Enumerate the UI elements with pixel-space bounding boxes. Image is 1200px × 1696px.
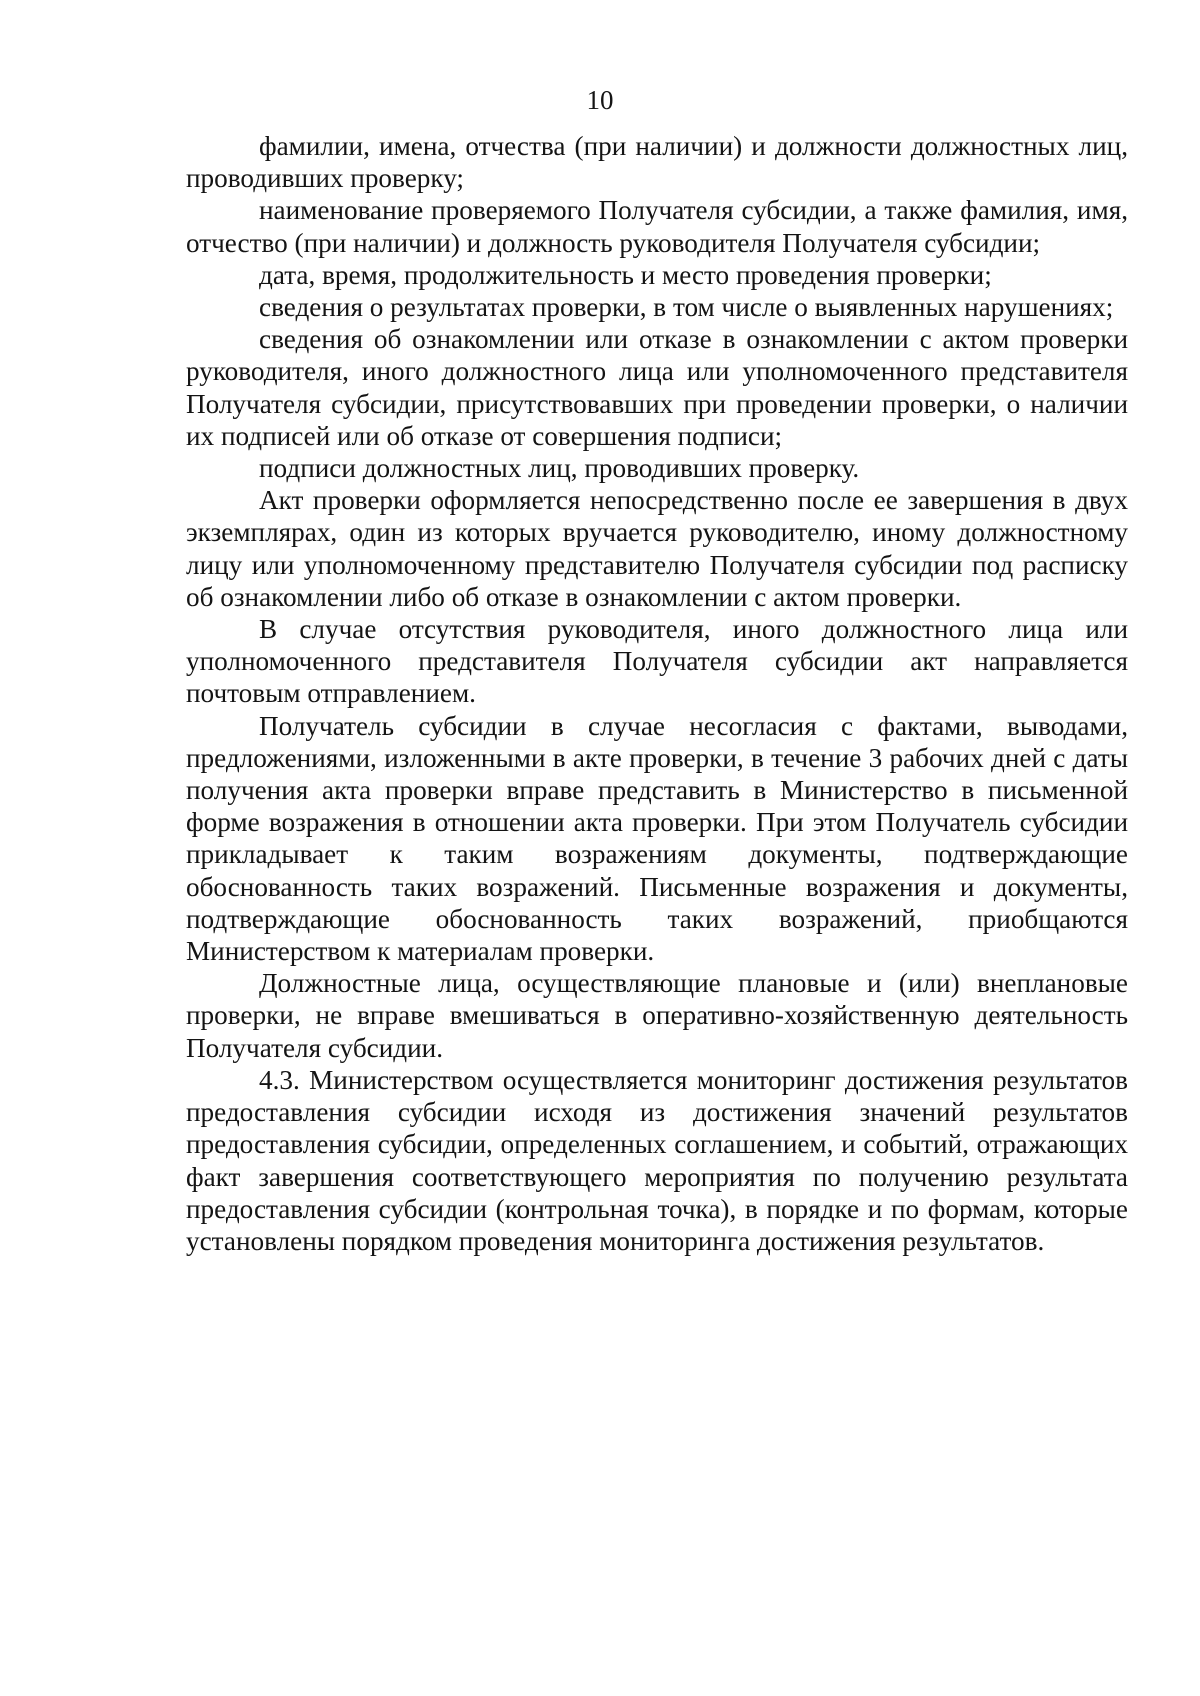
paragraph: Получатель субсидии в случае несогласия с фактами, выводами, предложениями, изложенными в акте проверки, в течение 3 рабочих дней с даты получения акта проверки вправе представить в Министерство в письменной форме возражения в отношении акта проверки. При этом Получатель субсидии прикладывает к таким возражениям документы, подтверждающие обоснованность таких возражений. Письменные возражения и документы, подтверждающие обоснованность таких возражений, приобщаются Министерством к материалам проверки. (186, 710, 1128, 967)
paragraph: Акт проверки оформляется непосредственно после ее завершения в двух экземплярах, один из которых вручается руководителю, иному должностному лицу или уполномоченному представителю Получателя субсидии под расписку об ознакомлении либо об отказе в ознакомлении с актом проверки. (186, 485, 1128, 612)
document-body (186, 130, 1128, 1257)
paragraph: 4.3. Министерством осуществляется мониторинг достижения результатов предоставления субсидии исходя из достижения значений результатов предоставления субсидии, определенных соглашением, и событий, отражающих факт завершения соответствующего мероприятия по получению результата предоставления субсидии (контрольная точка), в порядке и по формам, которые установлены порядком проведения мониторинга достижения результатов. (186, 1064, 1128, 1256)
paragraph: дата, время, продолжительность и место проведения проверки; (259, 259, 992, 290)
paragraph: Должностные лица, осуществляющие плановые и (или) внеплановые проверки, не вправе вмешиваться в оперативно-хозяйственную деятельность Получателя субсидии. (186, 968, 1128, 1063)
paragraph: В случае отсутствия руководителя, иного должностного лица или уполномоченного представителя Получателя субсидии акт направляется почтовым отправлением. (186, 614, 1128, 709)
paragraph: сведения об ознакомлении или отказе в ознакомлении с актом проверки руководителя, иного должностного лица или уполномоченного представителя Получателя субсидии, присутствовавших при проведении проверки, о наличии их подписей или об отказе от совершения подписи; (186, 324, 1128, 451)
page-number: 10 (586, 85, 614, 115)
paragraph: подписи должностных лиц, проводивших проверку. (259, 453, 860, 484)
paragraph: сведения о результатах проверки, в том числе о выявленных нарушениях; (259, 292, 1114, 323)
paragraph: наименование проверяемого Получателя субсидии, а также фамилия, имя, отчество (при наличии) и должность руководителя Получателя субсидии; (186, 195, 1128, 258)
paragraph: фамилии, имена, отчества (при наличии) и должности должностных лиц, проводивших проверку; (186, 131, 1128, 194)
